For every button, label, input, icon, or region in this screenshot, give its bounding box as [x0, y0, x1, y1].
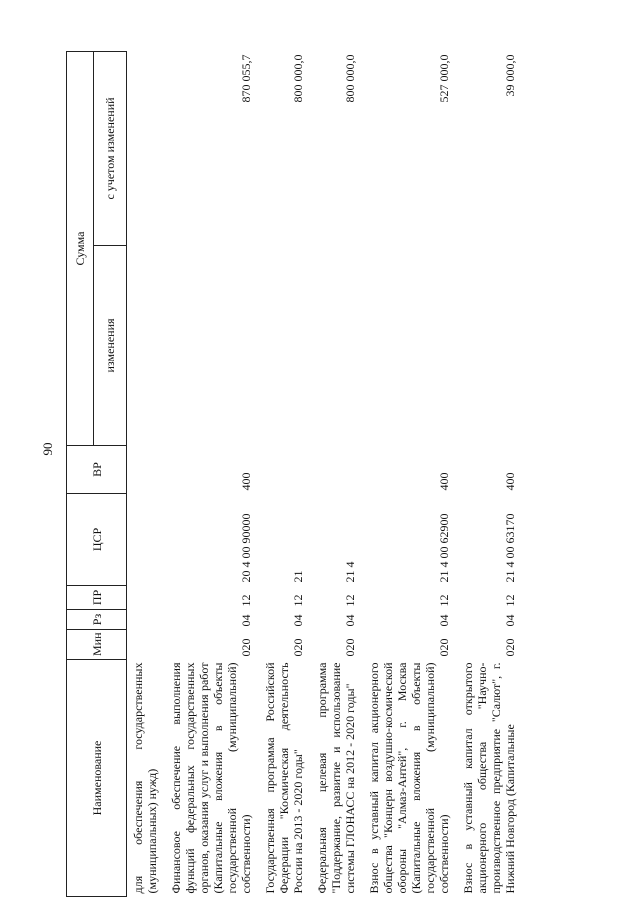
row-total: 527 000,0	[437, 54, 451, 103]
row-changes	[127, 246, 166, 446]
row-pr: 12	[343, 594, 357, 607]
header-vr: ВР	[67, 446, 127, 494]
row-pr	[127, 586, 166, 610]
row-vr: 400	[239, 472, 253, 491]
row-name: Взнос в уставный капитал открытого акционерного общества "Научно-производственное предприятие "Салют", г. Нижний Новгород (Капитальные	[461, 662, 517, 894]
row-name: Федеральная целевая программа "Поддержание, развитие и использование системы ГЛОНАСС на 2012 - 2020 годы"	[315, 662, 357, 894]
row-vr: 400	[437, 472, 451, 491]
row-changes	[311, 246, 363, 446]
header-min: Мин	[67, 630, 127, 660]
row-pr: 12	[291, 594, 305, 607]
header-with-changes: с учетом изменений	[94, 51, 127, 245]
row-vr: 400	[503, 472, 517, 491]
row-pr: 12	[503, 594, 517, 607]
row-csr: 20 4 00 90000	[239, 513, 253, 583]
row-csr: 21 4 00 63170	[503, 513, 517, 583]
budget-table-wrapper	[66, 52, 626, 897]
row-name: Государственная программа Российской Федерации "Космическая деятельность России на 2013 - 2020 годы"	[263, 662, 305, 894]
table-row	[457, 51, 523, 896]
row-min	[127, 630, 166, 660]
row-rz: 04	[291, 614, 305, 627]
table-row	[259, 51, 311, 896]
row-changes	[363, 246, 457, 446]
page-number: 90	[40, 442, 55, 456]
row-name: для обеспечения государственных (муниципальных) нужд)	[131, 662, 159, 894]
row-min: 020	[437, 638, 451, 657]
row-csr: 21 4	[343, 561, 357, 583]
row-total: 800 000,0	[343, 54, 357, 103]
header-changes: изменения	[94, 246, 127, 446]
budget-table	[66, 51, 523, 897]
row-rz: 04	[437, 614, 451, 627]
header-sum: Сумма	[67, 51, 94, 445]
table-row	[363, 51, 457, 896]
row-min: 020	[291, 638, 305, 657]
row-vr	[259, 446, 311, 494]
row-name: Взнос в уставный капитал акционерного общества "Концерн воздушно-космической обороны "Алмаз-Антей", г. Москва (Капитальные вложения в объекты государственной (муниципальной) собственности)	[367, 662, 451, 894]
row-name: Финансовое обеспечение выполнения функций федеральных государственных органов, оказания услуг и выполнения работ (Капитальные вложения в объекты государственной (муниципальной) собственности)	[169, 662, 253, 894]
row-rz	[127, 610, 166, 630]
row-total	[127, 51, 166, 245]
row-rz: 04	[239, 614, 253, 627]
row-min: 020	[343, 638, 357, 657]
header-name: Наименование	[67, 660, 127, 897]
row-vr	[127, 446, 166, 494]
row-pr: 12	[239, 594, 253, 607]
rotated-page	[66, 52, 626, 897]
row-csr: 21 4 00 62900	[437, 513, 451, 583]
row-changes	[259, 246, 311, 446]
row-min: 020	[503, 638, 517, 657]
header-pr: ПР	[67, 586, 127, 610]
row-changes	[457, 246, 523, 446]
row-rz: 04	[343, 614, 357, 627]
header-csr: ЦСР	[67, 494, 127, 586]
row-vr	[311, 446, 363, 494]
table-row	[127, 51, 166, 896]
table-row	[311, 51, 363, 896]
row-pr: 12	[437, 594, 451, 607]
row-csr	[127, 494, 166, 586]
row-rz: 04	[503, 614, 517, 627]
table-row	[165, 51, 259, 896]
row-total: 870 055,7	[239, 54, 253, 103]
row-total: 800 000,0	[291, 54, 305, 103]
row-changes	[165, 246, 259, 446]
row-csr: 21	[291, 570, 305, 583]
header-rz: Рз	[67, 610, 127, 630]
row-min: 020	[239, 638, 253, 657]
row-total: 39 000,0	[503, 54, 517, 97]
